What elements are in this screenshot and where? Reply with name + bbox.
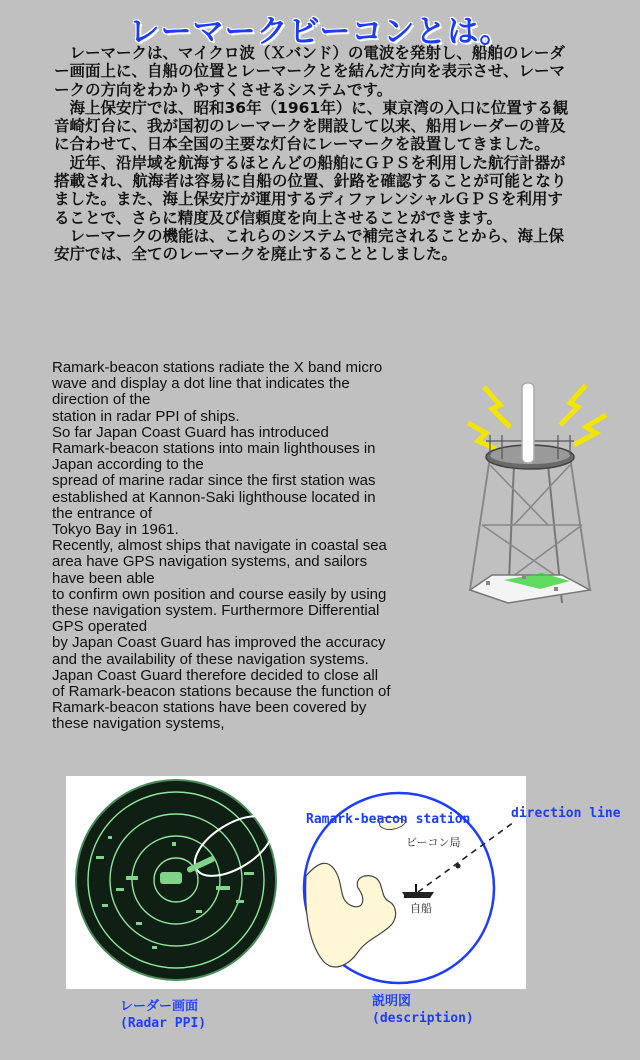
ownship-jp-label: 自船 — [410, 902, 432, 915]
description-caption-jp: 説明図 — [372, 994, 412, 1009]
signal-bolt-icon — [560, 385, 586, 425]
en-line: Ramark-beacon stations radiate the X band micro — [52, 359, 383, 376]
en-line: direction of the — [52, 391, 151, 409]
signal-bolt-icon — [468, 423, 496, 449]
ramark-station-label: Ramark-beacon station — [306, 812, 471, 827]
en-line: GPS operated — [52, 618, 148, 636]
en-line: Japan according to the — [52, 456, 204, 474]
en-line: these navigation system. Furthermore Differential — [52, 602, 380, 620]
en-line: have been able — [52, 569, 155, 587]
en-line: of Ramark-beacon stations because the function of — [52, 683, 391, 701]
en-line: these navigation systems, — [52, 715, 225, 733]
jp-paragraph: レーマークは、マイクロ波（Ｘバンド）の電波を発射し、船舶のレーダー画面上に、自船の位置とレーマークとを結んだ方向を表示させ、レーマークの方向をわかりやすくさせるシステムです。 — [54, 44, 566, 99]
en-line: established at Kannon-Saki lighthouse located in — [52, 488, 376, 506]
en-line: Ramark-beacon stations have been covered by — [52, 699, 367, 717]
beacon-jp-label: ビーコン局 — [406, 836, 461, 849]
en-line: and the availability of these navigation systems. — [52, 650, 369, 668]
direction-line-label: direction line — [511, 806, 621, 821]
radar-caption-en: (Radar PPI) — [120, 1016, 207, 1031]
jp-paragraph: 近年、沿岸域を航海するほとんどの船舶にＧＰＳを利用した航行計器が搭載され、航海者は容易に自船の位置、針路を確認することが可能となりました。また、海上保安庁が運用するディファレンシャルＧＰＳを利用することで、さらに精度及び信頼度を向上させることができます。 — [54, 153, 567, 227]
radar-caption-jp: レーダー画面 — [120, 999, 199, 1014]
en-line: station in radar PPI of ships. — [52, 407, 240, 425]
japanese-text — [54, 44, 574, 264]
en-line: Japan Coast Guard therefore decided to close all — [52, 666, 379, 684]
english-text — [52, 360, 442, 733]
signal-bolt-icon — [484, 387, 510, 427]
en-line: by Japan Coast Guard has improved the accuracy — [52, 634, 386, 652]
lighthouse-tower-illustration — [462, 375, 612, 615]
en-line: the entrance of — [52, 504, 153, 522]
en-line: to confirm own position and course easily by using — [52, 585, 387, 603]
signal-bolt-icon — [574, 415, 606, 445]
en-line: So far Japan Coast Guard has introduced — [52, 423, 329, 441]
description-caption-en: (description) — [372, 1011, 474, 1026]
en-line: Recently, almost ships that navigate in coastal sea — [52, 537, 387, 555]
en-line: wave and display a dot line that indicates the — [52, 375, 350, 393]
en-line: area have GPS navigation systems, and sailors — [52, 553, 368, 571]
jp-paragraph: 海上保安庁では、昭和36年（1961年）に、東京湾の入口に位置する観音崎灯台に、我が国初のレーマークを開設して以来、船用レーダーの普及に合わせて、日本全国の主要な灯台にレーマークを設置してきました。 — [54, 98, 569, 154]
jp-paragraph: レーマークの機能は、これらのシステムで補完されることから、海上保安庁では、全てのレーマークを廃止することとしました。 — [54, 226, 564, 264]
figure-panel — [66, 776, 526, 989]
page-title: レーマークビーコンとは。 — [128, 14, 512, 50]
en-line: Tokyo Bay in 1961. — [52, 521, 179, 539]
en-line: spread of marine radar since the first station was — [52, 472, 376, 490]
en-line: Ramark-beacon stations into main lighthouses in — [52, 440, 376, 458]
radar-and-description-figures — [66, 776, 526, 989]
radar-ppi-image — [76, 780, 283, 980]
